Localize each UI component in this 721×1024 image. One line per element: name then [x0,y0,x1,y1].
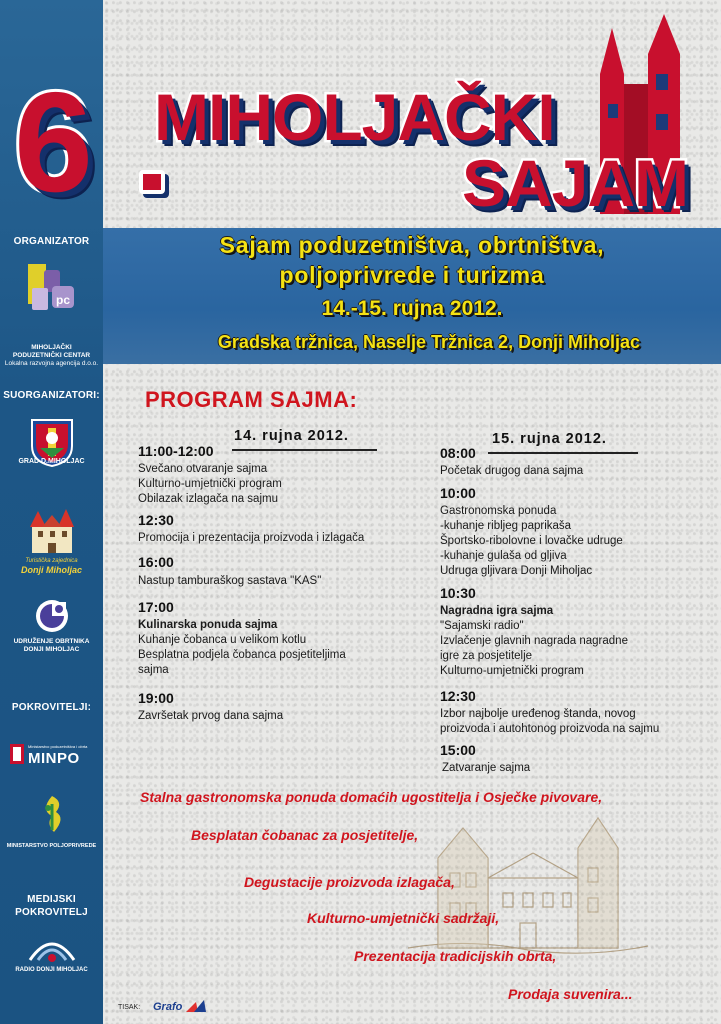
day2-date-rule [488,452,638,454]
day1-time-5: 19:00 [138,690,174,706]
minpo-label: MINPO [28,750,80,767]
day2-time-4: 12:30 [440,688,476,704]
subtitle-location: Gradska tržnica, Naselje Tržnica 2, Donji Miholjac [217,332,641,352]
mpc-logo [22,258,82,320]
udruzenje-caption-2: DONJI MIHOLJAC [23,646,80,653]
subtitle-line-2: poljoprivrede i turizma [279,262,545,288]
tz-castle-icon [24,509,80,555]
tz-caption: Donji Miholjac [20,565,82,575]
program-heading: PROGRAM SAJMA: [145,387,358,412]
slogan-5: Prezentacija tradicijskih obrta, [354,948,557,964]
day2-item-3-line-2: Izvlačenje glavnih nagrada nagradne [440,635,628,647]
day2-item-2-line-1: Gastronomska ponuda [440,505,557,517]
printer-logo: Grafo [153,1001,183,1013]
day1-item-1-line-1: Svečano otvaranje sajma [138,463,268,475]
slogan-6: Prodaja suvenira... [508,986,633,1002]
grad-caption: GRAD D.MIHOLJAC [18,458,85,465]
title-number: 6 [14,63,93,222]
day2-item-2-line-3: Športsko-ribolovne i lovačke udruge [440,535,623,547]
day1-item-4-line-3: sajma [138,664,169,676]
ministarstvo-caption: MINISTARSTVO POLJOPRIVREDE [6,843,97,849]
pokrovitelji-heading: POKROVITELJI: [11,702,92,713]
day1-time-2: 12:30 [138,512,174,528]
organizator-caption-3: Lokalna razvojna agencija d.o.o. [4,360,99,367]
day1-item-1-line-3: Obilazak izlagača na sajmu [138,493,278,505]
title-line-2: SAJAM [462,146,689,220]
day1-item-1-line-2: Kulturno-umjetnički program [138,478,282,490]
day2-time-3: 10:30 [440,585,476,601]
medijski-heading-1: MEDIJSKI [27,894,76,905]
slogan-4: Kulturno-umjetnički sadržaji, [307,910,500,926]
radio-caption: RADIO DONJI MIHOLJAC [15,967,88,973]
ministarstvo-logo-icon [36,794,68,834]
organizator-caption-1: MIHOLJAČKI [31,344,72,351]
svg-text:pc: pc [56,293,71,307]
day2-time-1: 08:00 [440,445,476,461]
minpo-small-caption: Ministarstvo poduzetništva i obrta [28,744,88,749]
organizator-heading: ORGANIZATOR [13,236,90,247]
minpo-logo-icon [10,744,24,764]
udruzenje-caption-1: UDRUŽENJE OBRTNIKA [13,638,90,645]
day2-item-4-line-1: Izbor najbolje uređenog štanda, novog [440,708,636,720]
day2-item-3-bold: Nagradna igra sajma [440,605,554,617]
medijski-heading-2: POKROVITELJ [15,907,88,918]
day1-item-4-bold: Kulinarska ponuda sajma [138,619,278,631]
day2-item-2-line-2: -kuhanje ribljeg paprikaša [440,520,572,532]
subtitle-dates: 14.-15. rujna 2012. [321,297,503,320]
suorganizatori-heading: SUORGANIZATORI: [3,390,100,401]
subtitle-line-1: Sajam poduzetništva, obrtništva, [219,232,605,258]
day1-time-1: 11:00-12:00 [138,443,214,459]
day2-item-3-line-3: igre za posjetitelje [440,650,533,662]
day2-item-2-line-5: Udruga gljivara Donji Miholjac [440,565,593,577]
day2-item-4-line-2: proizvoda i autohtonog proizvoda na sajmu [440,723,660,735]
day2-date: 15. rujna 2012. [492,431,607,447]
day1-date-rule [232,449,377,451]
radio-logo-icon [24,934,80,964]
day1-time-3: 16:00 [138,554,174,570]
title-line-1: MIHOLJAČKI [154,80,555,154]
day1-item-2-line-1: Promocija i prezentacija proizvoda i izlagača [138,532,365,544]
tz-caption-small: Turistička zajednica [25,558,78,564]
day1-item-4-line-1: Kuhanje čobanca u velikom kotlu [138,634,307,646]
day1-date: 14. rujna 2012. [234,428,349,444]
udruzenje-logo-icon [34,598,70,634]
day1-item-3-line-1: Nastup tamburaškog sastava "KAS" [138,575,322,587]
day2-item-2-line-4: -kuhanje gulaša od gljiva [440,550,567,562]
day2-item-3-line-1: "Sajamski radio" [440,620,524,632]
slogan-2: Besplatan čobanac za posjetitelje, [191,827,419,843]
day1-time-4: 17:00 [138,599,174,615]
day2-time-2: 10:00 [440,485,476,501]
day1-item-4-line-2: Besplatna podjela čobanca posjetiteljima [138,649,346,661]
slogan-1: Stalna gastronomska ponuda domaćih ugostitelja i Osječke pivovare, [140,789,603,805]
grafo-swoosh-icon [186,1000,208,1014]
title-number-dot [139,170,165,194]
day1-item-5-line-1: Završetak prvog dana sajma [138,710,284,722]
printer-label: TISAK: [118,1004,141,1011]
day2-item-1-line-1: Početak drugog dana sajma [440,465,584,477]
day2-item-3-line-4: Kulturno-umjetnički program [440,665,584,677]
slogan-3: Degustacije proizvoda izlagača, [244,874,455,890]
day2-item-5-line-1: Zatvaranje sajma [442,762,531,774]
day2-time-5: 15:00 [440,742,476,758]
organizator-caption-2: PODUZETNIČKI CENTAR [12,352,91,359]
